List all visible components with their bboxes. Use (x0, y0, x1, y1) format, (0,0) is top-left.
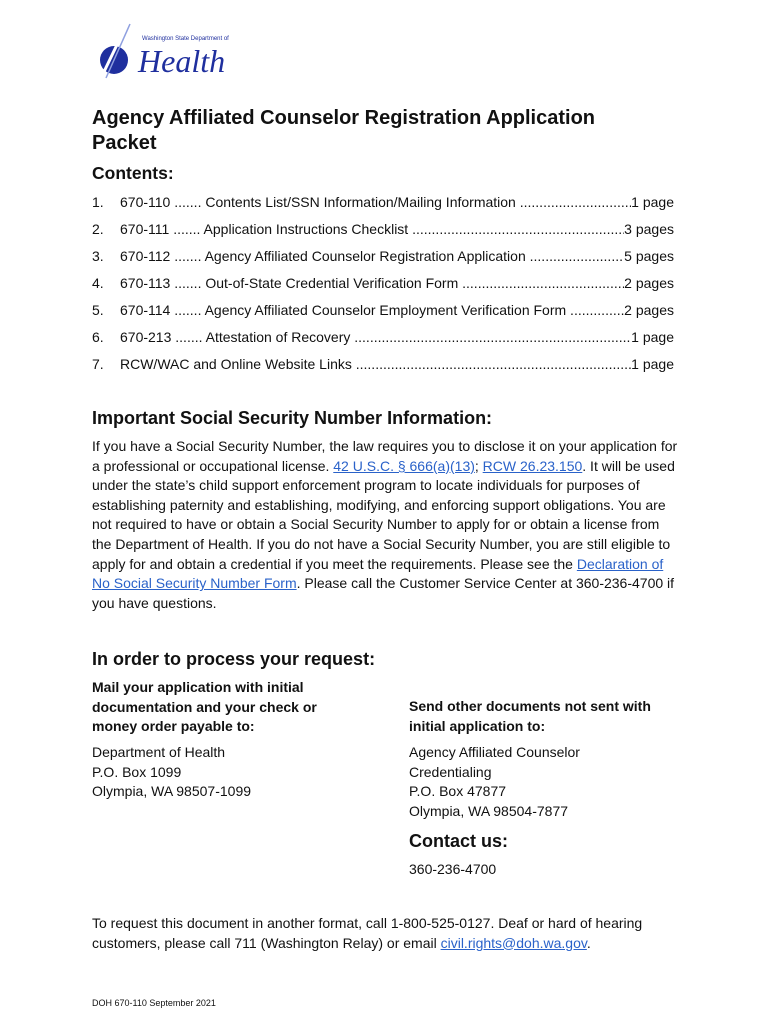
item-label: Agency Affiliated Counselor Registration Application (204, 248, 526, 264)
item-label: Attestation of Recovery (205, 329, 351, 345)
item-code: 670-110 (120, 194, 171, 210)
accessibility-paragraph (92, 914, 652, 953)
contact-phone: 360-236-4700 (409, 861, 497, 877)
item-code: 670-213 (120, 329, 172, 345)
item-label: Contents List/SSN Information/Mailing Information (205, 194, 516, 210)
footer-form-number: DOH 670-110 September 2021 (92, 998, 216, 1008)
item-title: 670-110 ....... Contents List/SSN Information/Mailing Information ..... (120, 192, 631, 219)
address-line: P.O. Box 1099 (92, 763, 182, 780)
contents-item (92, 219, 674, 246)
item-title: 670-111 ....... Application Instructions Checklist ..... (120, 219, 624, 246)
item-code: 670-114 (120, 302, 171, 318)
item-title: 670-112 ....... Agency Affiliated Counselor Registration Application ..... (120, 246, 624, 273)
item-number: 6. (92, 329, 104, 345)
contents-item (92, 354, 674, 381)
item-code: 670-113 (120, 275, 171, 291)
item-pages: 5 pages (624, 248, 674, 264)
item-pages: 3 pages (624, 221, 674, 237)
contents-item (92, 300, 674, 327)
mail-address (92, 743, 251, 802)
item-label: Agency Affiliated Counselor Employment Verification Form (204, 302, 567, 318)
ssn-heading: Important Social Security Number Information: (92, 408, 493, 428)
item-number: 1. (92, 194, 104, 210)
item-title (120, 354, 631, 381)
item-code: 670-111 (120, 221, 170, 237)
item-label: Application Instructions Checklist (203, 221, 409, 237)
rcw-link[interactable]: RCW 26.23.150 (482, 457, 583, 474)
contents-heading: Contents: (92, 163, 174, 183)
ssn-sep: ; (474, 457, 483, 474)
doh-health-logo (96, 20, 229, 80)
address-line: Credentialing (409, 763, 492, 780)
item-pages: 1 page (631, 329, 674, 345)
item-label: Out-of-State Credential Verification Form (205, 275, 459, 291)
civil-rights-email-link[interactable]: civil.rights@doh.wa.gov (440, 934, 587, 951)
declaration-form-link[interactable]: Declaration of No Social Security Number Form (92, 555, 664, 592)
process-heading: In order to process your request: (92, 649, 376, 669)
contents-item (92, 192, 674, 219)
item-number: 7. (92, 356, 104, 372)
address-line: Agency Affiliated Counselor (409, 744, 580, 760)
item-number: 2. (92, 221, 104, 237)
address-line: Olympia, WA 98507-1099 (92, 783, 252, 800)
other-docs-address (409, 743, 580, 821)
accessibility-end: . (586, 934, 591, 951)
page-title: Agency Affiliated Counselor Registration Application Packet (92, 107, 596, 154)
item-pages: 2 pages (624, 302, 674, 318)
other-docs-heading: Send other documents not sent with initial application to: (409, 698, 651, 734)
item-code: 670-112 (120, 248, 171, 264)
address-line: P.O. Box 47877 (409, 783, 507, 800)
address-line: Department of Health (92, 744, 226, 760)
contents-item (92, 246, 674, 273)
mail-heading: Mail your application with initial documentation and your check or money order payable to: (92, 679, 317, 735)
item-title: 670-114 ....... Agency Affiliated Counselor Employment Verification Form ..... (120, 300, 624, 327)
item-pages: 1 page (631, 356, 674, 372)
item-number: 5. (92, 302, 104, 318)
ssn-text: If you have a Social Security Number, the law requires you to disclose it on your application for a professional or occupational license. (92, 438, 678, 474)
item-title: 670-213 ....... Attestation of Recovery ..... (120, 327, 631, 354)
ssn-paragraph (92, 437, 682, 613)
ssn-text: . Please call the Customer Service Center at 360-236-4700 if you have questions. (92, 575, 675, 611)
logo-health-text: Health (138, 43, 226, 79)
item-number: 3. (92, 248, 104, 264)
usc-link[interactable]: 42 U.S.C. § 666(a)(13) (333, 457, 475, 474)
contents-item (92, 273, 674, 300)
item-title: 670-113 ....... Out-of-State Credential Verification Form ..... (120, 273, 624, 300)
contact-heading: Contact us: (409, 831, 508, 851)
address-line: Olympia, WA 98504-7877 (409, 802, 569, 819)
item-label: RCW/WAC and Online Website Links (120, 356, 352, 372)
contents-list (92, 192, 674, 381)
accessibility-text: To request this document in another format, call 1-800-525-0127. Deaf or hard of hearing customers, please call 711 (Washington Relay) or email (92, 915, 643, 951)
item-number: 4. (92, 275, 104, 291)
item-pages: 2 pages (624, 275, 674, 291)
item-pages: 1 page (631, 194, 674, 210)
logo-agency-text: Washington State Department of (142, 36, 229, 42)
contents-item (92, 327, 674, 354)
ssn-text: . It will be used under the state’s child support enforcement program to locate individuals for purposes of establishing paternity and establishing, modifying, and enforcing support obligations. You are not required to have or obtain a Social Security Number to apply for or obtain a license from the Department of Health. If you do not have a Social Security Number, you are still eligible to apply for and obtain a credential if you meet the requirements. Please see the (92, 457, 675, 572)
